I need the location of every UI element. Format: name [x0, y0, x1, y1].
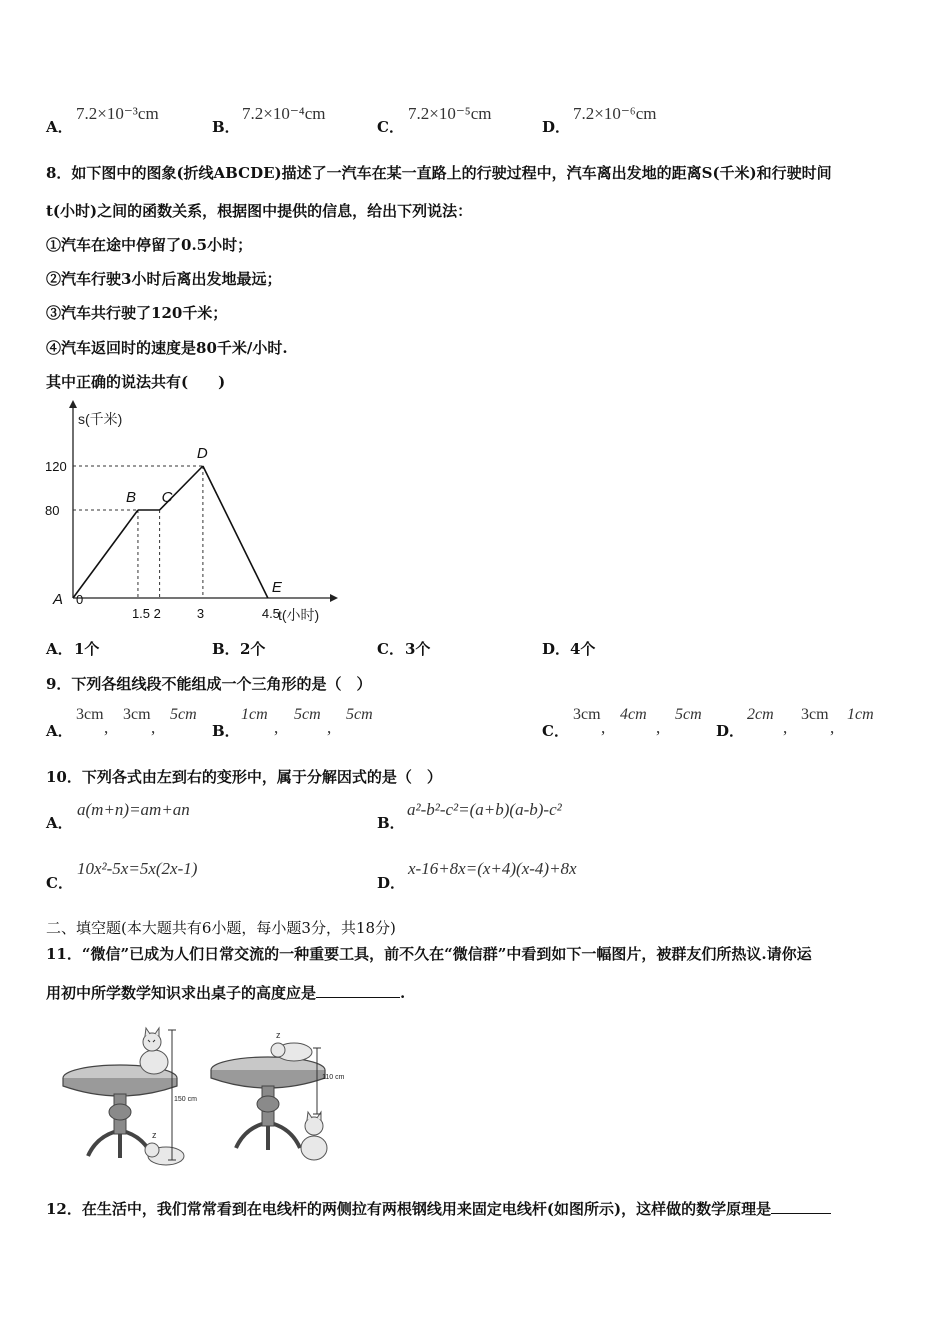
q9-c-item-3: 5cm [675, 706, 702, 723]
q8-option-d: 4个 [570, 640, 596, 658]
q12-stem-line1 [46, 1198, 831, 1219]
q8-stem-line2: t(小时)之间的函数关系，根据图中提供的信息，给出下列说法： [46, 202, 473, 220]
q7-option-c: 7.2×10⁻⁵cm [408, 104, 492, 123]
q7-option-a: 7.2×10⁻³cm [76, 104, 159, 123]
q9-a-item-2: 3cm [123, 706, 151, 723]
q9-c-item-1: 3cm [573, 706, 601, 723]
q9-d-item-1: 2cm [747, 706, 774, 723]
q9-option-d-letter: D． [716, 722, 745, 740]
q9-stem: 9．下列各组线段不能组成一个三角形的是（ ） [46, 675, 372, 693]
q9-a-item-1: 3cm [76, 706, 104, 723]
label-150cm: 150 cm [174, 1096, 197, 1103]
q10-option-d-letter: D． [377, 874, 406, 892]
x-axis-label: t(小时) [278, 607, 320, 623]
q9-option-a-letter: A． [46, 722, 73, 740]
q9-d-sep-2: , [830, 718, 835, 737]
q8-statement-3: ③汽车共行驶了120千米； [46, 304, 228, 322]
segment-DE [203, 466, 268, 598]
q8-statement-2: ②汽车行驶3小时后离出发地最远； [46, 270, 282, 288]
point-label-A: A [53, 591, 64, 608]
q11-stem-line1: 11．“微信”已成为人们日常交流的一种重要工具，前不久在“微信群”中看到如下一幅图片，被群友们所热议.请你运 [46, 945, 812, 963]
cat-lying-on-table-icon [271, 1030, 312, 1061]
q9-c-sep-1: , [601, 718, 606, 737]
q7-option-b-letter: B． [212, 118, 240, 136]
y-tick-80: 80 [45, 503, 60, 518]
q11-stem-line2 [46, 982, 405, 1003]
q8-option-a: 1个 [74, 640, 100, 658]
q7-option-c-letter: C． [377, 118, 404, 136]
q8-distance-time-chart [40, 398, 340, 630]
q10-option-b-letter: B． [377, 814, 405, 832]
q9-c-item-2: 4cm [620, 706, 647, 723]
q10-option-d: x-16+8x=(x+4)(x-4)+8x [408, 859, 577, 878]
point-label-B: B [125, 489, 136, 506]
y-axis-arrow [69, 400, 77, 408]
svg-text:z: z [276, 1030, 281, 1040]
y-tick-120: 120 [45, 459, 67, 474]
cat-on-floor-icon [145, 1130, 184, 1165]
q9-b-sep-1: , [274, 718, 279, 737]
q7-option-d-letter: D． [542, 118, 571, 136]
q8-option-d-letter: D． [542, 640, 571, 658]
q8-option-a-letter: A． [46, 640, 73, 658]
q10-stem: 10．下列各式由左到右的变形中，属于分解因式的是（ ） [46, 768, 442, 786]
q9-d-item-3: 1cm [847, 706, 874, 723]
q9-c-sep-2: , [656, 718, 661, 737]
q11-table-cat-figure [58, 1022, 368, 1172]
q10-option-a: a(m+n)=am+an [77, 800, 190, 819]
q7-option-d: 7.2×10⁻⁶cm [573, 104, 657, 123]
q8-statement-1: ①汽车在途中停留了0.5小时； [46, 236, 253, 254]
left-table [63, 1065, 177, 1158]
cat-on-table-icon [140, 1028, 168, 1074]
label-110cm: 110 cm [322, 1074, 345, 1081]
q9-option-c-letter: C． [542, 722, 569, 740]
q8-stem-line1: 8．如下图中的图象(折线ABCDE)描述了一汽车在某一直路上的行驶过程中，汽车离出发地的距离S(千米)和行驶时间 [46, 164, 832, 182]
q8-option-b: 2个 [240, 640, 266, 658]
q8-statement-4: ④汽车返回时的速度是80千米/小时. [46, 339, 288, 357]
q11-period: . [400, 984, 406, 1002]
x-tick-0: 0 [76, 592, 84, 607]
q10-option-b: a²-b²-c²=(a+b)(a-b)-c² [407, 800, 562, 819]
q9-b-item-2: 5cm [294, 706, 321, 723]
segment-AB [73, 510, 138, 598]
q9-a-sep-1: , [104, 718, 109, 737]
q9-b-sep-2: , [327, 718, 332, 737]
point-label-E: E [271, 579, 282, 596]
q8-question: 其中正确的说法共有( ) [46, 373, 226, 391]
x-tick-3: 3 [196, 606, 205, 621]
q10-option-c-letter: C． [46, 874, 73, 892]
q12-stem-text: 12．在生活中，我们常常看到在电线杆的两侧拉有两根钢线用来固定电线杆(如图所示)，这样做的数学原理是 [46, 1200, 772, 1218]
q9-b-item-1: 1cm [241, 706, 268, 723]
svg-text:z: z [152, 1130, 157, 1140]
q9-a-item-3: 5cm [170, 706, 197, 723]
x-tick-4.5: 4.5 [261, 606, 280, 621]
q8-option-b-letter: B． [212, 640, 240, 658]
x-tick-1.5: 1.5 [131, 606, 151, 621]
right-table [211, 1057, 325, 1150]
point-label-D: D [196, 445, 208, 462]
x-tick-2: 2 [153, 606, 161, 621]
q11-stem-text: 用初中所学数学知识求出桌子的高度应是 [46, 984, 317, 1002]
section-2-title: 二、填空题(本大题共有6小题，每小题3分，共18分) [46, 919, 396, 937]
q10-option-a-letter: A． [46, 814, 73, 832]
point-label-C: C [161, 489, 173, 506]
q8-option-c-letter: C． [377, 640, 404, 658]
x-axis-arrow [330, 594, 338, 602]
q9-option-b-letter: B． [212, 722, 240, 740]
cat-sitting-floor-icon [301, 1112, 327, 1160]
q12-answer-blank[interactable] [771, 1199, 831, 1214]
q11-answer-blank[interactable] [316, 983, 400, 998]
q7-option-b: 7.2×10⁻⁴cm [242, 104, 326, 123]
q9-d-item-2: 3cm [801, 706, 829, 723]
y-axis-label: s(千米) [78, 411, 123, 427]
q10-option-c: 10x²-5x=5x(2x-1) [77, 859, 198, 878]
q9-d-sep-1: , [783, 718, 788, 737]
q7-option-a-letter: A． [46, 118, 73, 136]
q9-b-item-3: 5cm [346, 706, 373, 723]
q8-option-c: 3个 [405, 640, 431, 658]
q9-a-sep-2: , [151, 718, 156, 737]
